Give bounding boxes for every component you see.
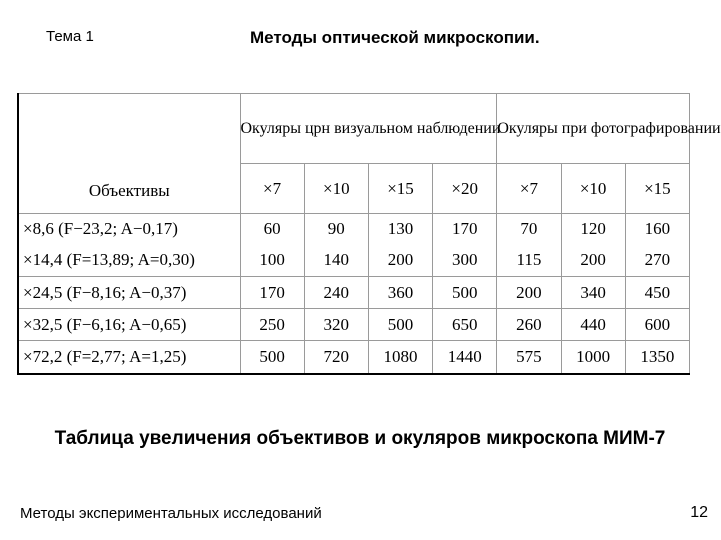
value-cell: 250: [240, 309, 304, 341]
value-cell: 500: [368, 309, 432, 341]
value-cell: 1080: [368, 341, 432, 374]
magnification-table: [17, 93, 721, 375]
footer-course-name: Методы экспериментальных исследований: [20, 505, 322, 522]
value-cell: 1350: [625, 341, 689, 374]
value-cell: 500: [433, 276, 497, 308]
eyepiece-header: ×15: [368, 164, 432, 214]
value-cell: 115: [497, 245, 561, 276]
table-row: [18, 309, 690, 341]
value-cell: 650: [433, 309, 497, 341]
photo-eyepieces-header: Окуляры при фотографировании: [497, 94, 690, 164]
value-cell: 170: [240, 276, 304, 308]
objective-cell: ×72,2 (F=2,77; A=1,25): [18, 341, 240, 374]
value-cell: 450: [625, 276, 689, 308]
value-cell: 440: [561, 309, 625, 341]
value-cell: 200: [561, 245, 625, 276]
value-cell: 170: [433, 214, 497, 245]
value-cell: 160: [625, 214, 689, 245]
eyepiece-header: ×20: [433, 164, 497, 214]
value-cell: 200: [497, 276, 561, 308]
visual-eyepieces-header: Окуляры црн визуальном наблюдении: [240, 94, 497, 164]
value-cell: 320: [304, 309, 368, 341]
magnification-table-image: [17, 93, 721, 375]
value-cell: 575: [497, 341, 561, 374]
eyepiece-header: ×7: [240, 164, 304, 214]
value-cell: 720: [304, 341, 368, 374]
objective-cell: ×14,4 (F=13,89; A=0,30): [18, 245, 240, 276]
value-cell: 1440: [433, 341, 497, 374]
value-cell: 100: [240, 245, 304, 276]
value-cell: 270: [625, 245, 689, 276]
objective-cell: ×32,5 (F−6,16; A−0,65): [18, 309, 240, 341]
value-cell: 360: [368, 276, 432, 308]
table-caption: Таблица увеличения объективов и окуляров микроскопа МИМ-7: [54, 428, 666, 449]
eyepiece-header: ×7: [497, 164, 561, 214]
value-cell: 130: [368, 214, 432, 245]
slide-title: Методы оптической микроскопии.: [250, 28, 540, 47]
value-cell: 200: [368, 245, 432, 276]
eyepiece-header: ×10: [304, 164, 368, 214]
page-number: 12: [690, 504, 708, 521]
value-cell: 90: [304, 214, 368, 245]
table-row: [18, 341, 690, 374]
table-row: [18, 214, 690, 245]
table-row: [18, 245, 690, 276]
value-cell: 1000: [561, 341, 625, 374]
objectives-header: Объективы: [18, 94, 240, 214]
eyepiece-header: ×15: [625, 164, 689, 214]
value-cell: 240: [304, 276, 368, 308]
value-cell: 340: [561, 276, 625, 308]
value-cell: 300: [433, 245, 497, 276]
value-cell: 140: [304, 245, 368, 276]
topic-label: Тема 1: [46, 28, 94, 45]
table-row: [18, 276, 690, 308]
objective-cell: ×8,6 (F−23,2; A−0,17): [18, 214, 240, 245]
value-cell: 600: [625, 309, 689, 341]
value-cell: 70: [497, 214, 561, 245]
value-cell: 260: [497, 309, 561, 341]
value-cell: 60: [240, 214, 304, 245]
objective-cell: ×24,5 (F−8,16; A−0,37): [18, 276, 240, 308]
value-cell: 500: [240, 341, 304, 374]
value-cell: 120: [561, 214, 625, 245]
eyepiece-header: ×10: [561, 164, 625, 214]
